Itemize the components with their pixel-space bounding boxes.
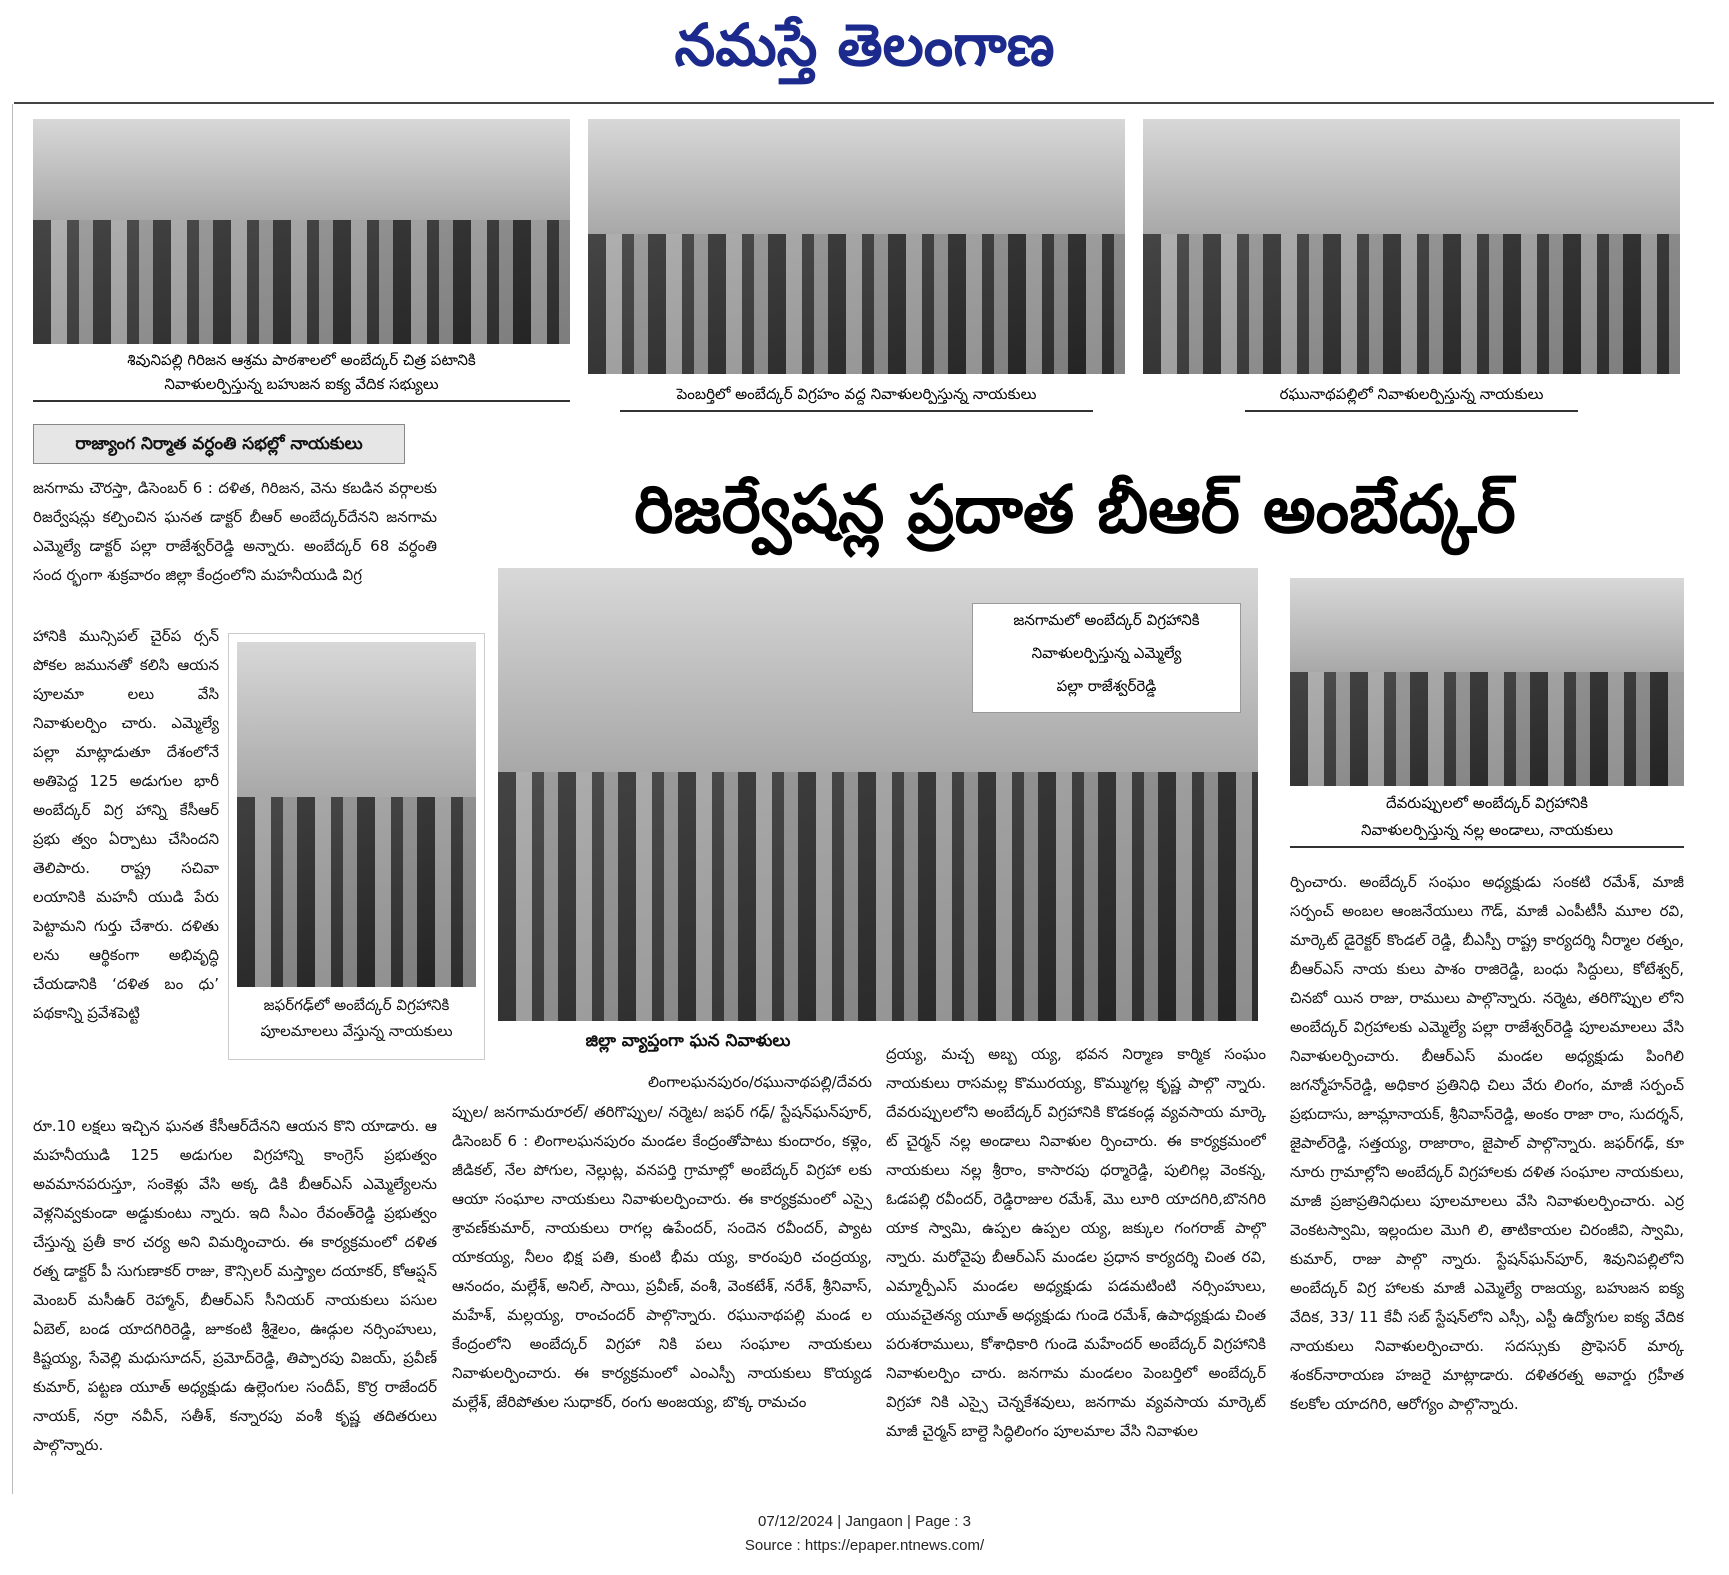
caption-line: జనగామలో అంబేద్కర్ విగ్రహానికి: [1013, 611, 1200, 629]
caption-line: జఫర్‌గఢ్‌లో అంబేద్కర్ విగ్రహానికి: [263, 996, 450, 1014]
left-margin-rule: [12, 104, 13, 1494]
photo-pembarthi-caption: పెంబర్తిలో అంబేద్కర్ విగ్రహం వద్ద నివాళులర్పిస్తున్న నాయకులు: [620, 382, 1093, 412]
article-kicker: రాజ్యాంగ నిర్మాత వర్ధంతి సభల్లో నాయకులు: [33, 424, 405, 464]
photo-raghunathapalli: [1143, 119, 1680, 374]
article2-column-3: [1290, 868, 1684, 1493]
article-body-bottom: [33, 1112, 437, 1492]
caption-line: పూలమాలలు వేస్తున్న నాయకులు: [260, 1022, 453, 1040]
inset-photo-zafargadh: [237, 642, 476, 987]
article-body-narrow: [33, 622, 219, 1110]
article-paragraph: రూ.10 లక్షలు ఇచ్చిన ఘనత కేసీఆర్‌దేనని ఆయన కొని యాడారు. ఆ మహనీయుడి 125 అడుగుల విగ్రహాన్ని కాంగ్రెస్ ప్రభుత్వం అవమానపరుస్తూ, సంకెళ్లు వేసి అక్క డికి బీఆర్ఎస్ ఎమ్మెల్యేలను వెళ్లనివ్వకుండా అడ్డుకుంటు న్నారు. ఇది సీఎం రేవంత్‌రెడ్డి ప్రభుత్వం చేస్తున్న ప్రతీ కార చర్య అని విమర్శించారు. ఈ కార్యక్రమంలో దళిత రత్న డాక్టర్ పీ సుగుణాకర్ రాజు, కౌన్సిలర్ మస్త్యాల దయాకర్, కోఆప్షన్ మెంబర్ మసీఉర్ రెహ్మాన్, బీఆర్ఎస్ సీనియర్ నాయకులు పసుల ఏబెల్, బండ యాదగిరిరెడ్డి, జూకంటి శ్రీశైలం, ఊడ్గుల నర్సింహులు, కిష్టయ్య, సేవెల్లి మధుసూదన్, ప్రమోద్‌రెడ్డి, తిప్పారపు విజయ్, ప్రవీణ్ కుమార్, పట్టణ యూత్ అధ్యక్షుడు ఉల్లెంగుల సందీప్, కొర్ర రాజేందర్ నాయక్, నర్రా నవీన్, సతీశ్, కన్నారపు వంశీ కృష్ణ తదితరులు పాల్గొన్నారు.: [33, 1117, 437, 1454]
caption-line: పల్లా రాజేశ్వర్‌రెడ్డి: [1056, 677, 1157, 695]
article-paragraph: హానికి మున్సిపల్ చైర్‌ప ర్సన్ పోకల జమునతో కలిసి ఆయన పూలమా లలు వేసి నివాళులర్పిం చారు. ఎమ్మెల్యే పల్లా మాట్లాడుతూ దేశంలోనే అతిపెద్ద 125 అడుగుల భారీ అంబేద్కర్ విగ్ర హాన్ని కేసీఆర్ ప్రభు త్వం ఏర్పాటు చేసిందని తెలిపారు. రాష్ట్ర సచివా లయానికి మహనీ యుడి పేరు పెట్టామని గుర్తు చేశారు. దళితు లను ఆర్థికంగా అభివృద్ధి చేయడానికి ‘దళిత బం ధు’ పథకాన్ని ప్రవేశపెట్టి: [33, 627, 219, 1022]
photo-devaruppula-caption: [1290, 790, 1684, 848]
article-paragraph: జనగామ చౌరస్తా, డిసెంబర్ 6 : దళిత, గిరిజన, వెను కబడిన వర్గాలకు రిజర్వేషన్లు కల్పించిన ఘనత డాక్టర్ బీఆర్ అంబేద్కర్‌దేనని జనగామ ఎమ్మెల్యే డాక్టర్ పల్లా రాజేశ్వర్‌రెడ్డి అన్నారు. అంబేద్కర్ 68 వర్ధంతి సంద ర్భంగా శుక్రవారం జిల్లా కేంద్రంలోని మహనీయుడి విగ్ర: [33, 479, 437, 584]
photo-shivunipalli-caption: [33, 348, 570, 402]
article2-column-2: [872, 1040, 1266, 1493]
caption-line: నివాళులర్పిస్తున్న నల్ల అండాలు, నాయకులు: [1360, 821, 1614, 839]
article-body-top: [33, 474, 437, 619]
article2-dateline: లింగాలఘనపురం/రఘునాథపల్లి/దేవరు: [647, 1073, 872, 1091]
article-headline: రిజర్వేషన్ల ప్రదాత బీఆర్ అంబేద్కర్: [634, 471, 1516, 548]
article-paragraph: ర్పించారు. అంబేద్కర్ సంఘం అధ్యక్షుడు సంకటి రమేశ్, మాజీ సర్పంచ్ అంబల ఆంజనేయులు గౌడ్, మాజీ ఎంపీటీసీ మూల రవి, మార్కెట్ డైరెక్టర్ కొండల్ రెడ్డి, బీఎస్పీ రాష్ట్ర కార్యదర్శి నీర్మాల రత్నం, బీఆర్ఎస్ నాయ కులు పాశం రాజిరెడ్డి, బంధు సిద్దులు, కోటేశ్వర్, చినబో యిన రాజు, రాములు పాల్గొన్నారు. నర్మెట, తరిగొప్పుల లోని అంబేద్కర్ విగ్రహాలకు ఎమ్మెల్యే పల్లా రాజేశ్వర్‌రెడ్డి పూలమాలలు వేసి నివాళులర్పించారు. బీఆర్ఎస్ మండల అధ్యక్షుడు పింగిలి జగన్మోహన్‌రెడ్డి, అధికార ప్రతినిధి చిలు వేరు లింగం, మాజీ సర్పంచ్ ప్రభుదాసు, జూమ్లానాయక్, శ్రీనివాస్‌రెడ్డి, అంకం రాజా రాం, సుదర్శన్, జైపాల్‌రెడ్డి, సత్తయ్య, రాజారాం, జైపాల్ పాల్గొన్నారు. జఫర్‌గఢ్, కూ నూరు గ్రామాల్లోని అంబేద్కర్ విగ్రహాలకు దళిత సంఘాల నాయకులు, మాజీ ప్రజాప్రతినిధులు పూలమాలలు వేసి నివాళులర్పించారు. ఎర్ర వెంకటస్వామి, ఇల్లందుల మొగి లి, తాటికాయల చిరంజీవి, స్వామి, కుమార్, రాజు పాల్గొ న్నారు. స్టేషన్‌ఘన్‌పూర్, శివునిపల్లిలోని అంబేద్కర్ విగ్ర హాలకు మాజీ ఎమ్మెల్యే రాజయ్య, బహుజన ఐక్య వేదిక, 33/ 11 కేవీ సబ్ స్టేషన్‌లోని ఎస్సీ, ఎస్టీ ఉద్యోగుల ఐక్య వేదిక నాయకులు నివాళులర్పించారు. సదస్సుకు ప్రొఫెసర్ మార్క శంకర్‌నారాయణ హజరై మాట్లాడారు. దళితరత్న అవార్డు గ్రహీత కలకోల యాదగిరి, ఆరోగ్యం పాల్గొన్నారు.: [1290, 873, 1684, 1413]
article-paragraph: ద్రయ్య, మచ్చ అబ్బ య్య, భవన నిర్మాణ కార్మిక సంఘం నాయకులు రాసమల్ల కొమురయ్య, కొమ్ముగల్ల కృష్ణ పాల్గొ న్నారు. దేవరుప్పులలోని అంబేద్కర్ విగ్రహానికి కొడకండ్ల వ్యవసాయ మార్కె ట్ చైర్మన్ నల్ల అండాలు నివాళుల ర్పించారు. ఈ కార్యక్రమంలో నాయకులు నల్ల శ్రీరాం, కాసారపు ధర్మారెడ్డి, పులిగిల్ల వెంకన్న, ఓడపల్లి రవీందర్, రెడ్డిరాజుల రమేశ్, మొ లూరి యాదగిరి,బొనగిరి యాక స్వామి, ఉప్పల ఉప్పల య్య, జక్కుల గంగరాజ్ పాల్గొ న్నారు. మరోవైపు బీఆర్ఎస్ మండల ప్రధాన కార్యదర్శి చింత రవి, ఎమ్మార్పీఎస్ మండల అధ్యక్షుడు పడమటింటి నర్సింహులు, యువచైతన్య యూత్ అధ్యక్షుడు గుండె రమేశ్, ఉపాధ్యక్షుడు చింత పరుశరాములు, కోశాధికారి గుండె మహేందర్ అంబేద్కర్ విగ్రహానికి నివాళులర్పిం చారు. జనగామ మండలం పెంబర్తిలో అంబేద్కర్ విగ్రహా నికి ఎస్సై చెన్నకేశవులు, జనగామ వ్యవసాయ మార్కెట్ మాజీ చైర్మన్ బాల్దె సిద్ధిలింగం పూలమాల వేసి నివాళుల: [886, 1045, 1266, 1440]
masthead-rule: [14, 102, 1714, 104]
article-paragraph: ప్పుల/ జనగామరూరల్/ తరిగొప్పుల/ నర్మెట/ జఫర్ గఢ్/ స్టేషన్‌ఘన్‌పూర్, డిసెంబర్ 6 : లింగాలఘనపురం మండల కేంద్రంతోపాటు కుందారం, కళ్లెం, జీడికల్, నేల పోగుల, నెల్లుట్ల, వనపర్తి గ్రామాల్లో అంబేద్కర్ విగ్రహా లకు ఆయా సంఘాల నాయకులు నివాళులర్పించారు. ఈ కార్యక్రమంలో ఎస్సై శ్రావణ్‌కుమార్, నాయకులు రాగల్ల ఉపేందర్, సందెన రవీందర్, ప్యాట యాకయ్య, నీలం భిక్ష పతి, కుంటి భీమ య్య, కారంపురి చంద్రయ్య, ఆనందం, మల్లేశ్, అనిల్, సాయి, ప్రవీణ్, వంశీ, వెంకటేశ్, నరేశ్, శ్రీనివాస్, మహేశ్, మల్లయ్య, రాంచందర్ పాల్గొన్నారు. రఘునాథపల్లి మండ ల కేంద్రంలోని అంబేద్కర్ విగ్రహా నికి పలు సంఘాల నాయకులు నివాళులర్పించారు. ఈ కార్యక్రమంలో ఎంఎస్పీ నాయకులు కొయ్యడ మల్లేశ్, జేరిపోతుల సుధాకర్, రంగు అంజయ్య, బొక్క రామచం: [452, 1103, 872, 1411]
masthead-title: నమస్తే తెలంగాణ: [674, 11, 1055, 79]
photo-devaruppula: [1290, 578, 1684, 786]
caption-line: శివునిపల్లి గిరిజన ఆశ్రమ పాఠశాలలో అంబేద్కర్ చిత్ర పటానికి: [127, 351, 476, 369]
inset-photo-frame: [228, 633, 485, 1060]
footer-source: Source : https://epaper.ntnews.com/: [744, 1537, 985, 1554]
article2-column-1: [452, 1098, 872, 1493]
photo-raghunathapalli-caption: రఘునాథపల్లిలో నివాళులర్పిస్తున్న నాయకులు: [1245, 382, 1578, 412]
caption-line: నివాళులర్పిస్తున్న ఎమ్మెల్యే: [1031, 644, 1182, 662]
footer-date-edition: 07/12/2024 | Jangaon | Page : 3: [758, 1513, 971, 1530]
photo-pembarthi: [588, 119, 1125, 374]
caption-line: నివాళులర్పిస్తున్న బహుజన ఐక్య వేదిక సభ్యులు: [164, 375, 439, 393]
photo-jangaon-caption: [972, 603, 1241, 713]
photo-shivunipalli: [33, 119, 570, 344]
caption-line: దేవరుప్పులలో అంబేద్కర్ విగ్రహానికి: [1386, 794, 1588, 812]
article2-subhead: జిల్లా వ్యాప్తంగా ఘన నివాళులు: [585, 1031, 791, 1051]
inset-photo-caption: [233, 992, 480, 1052]
